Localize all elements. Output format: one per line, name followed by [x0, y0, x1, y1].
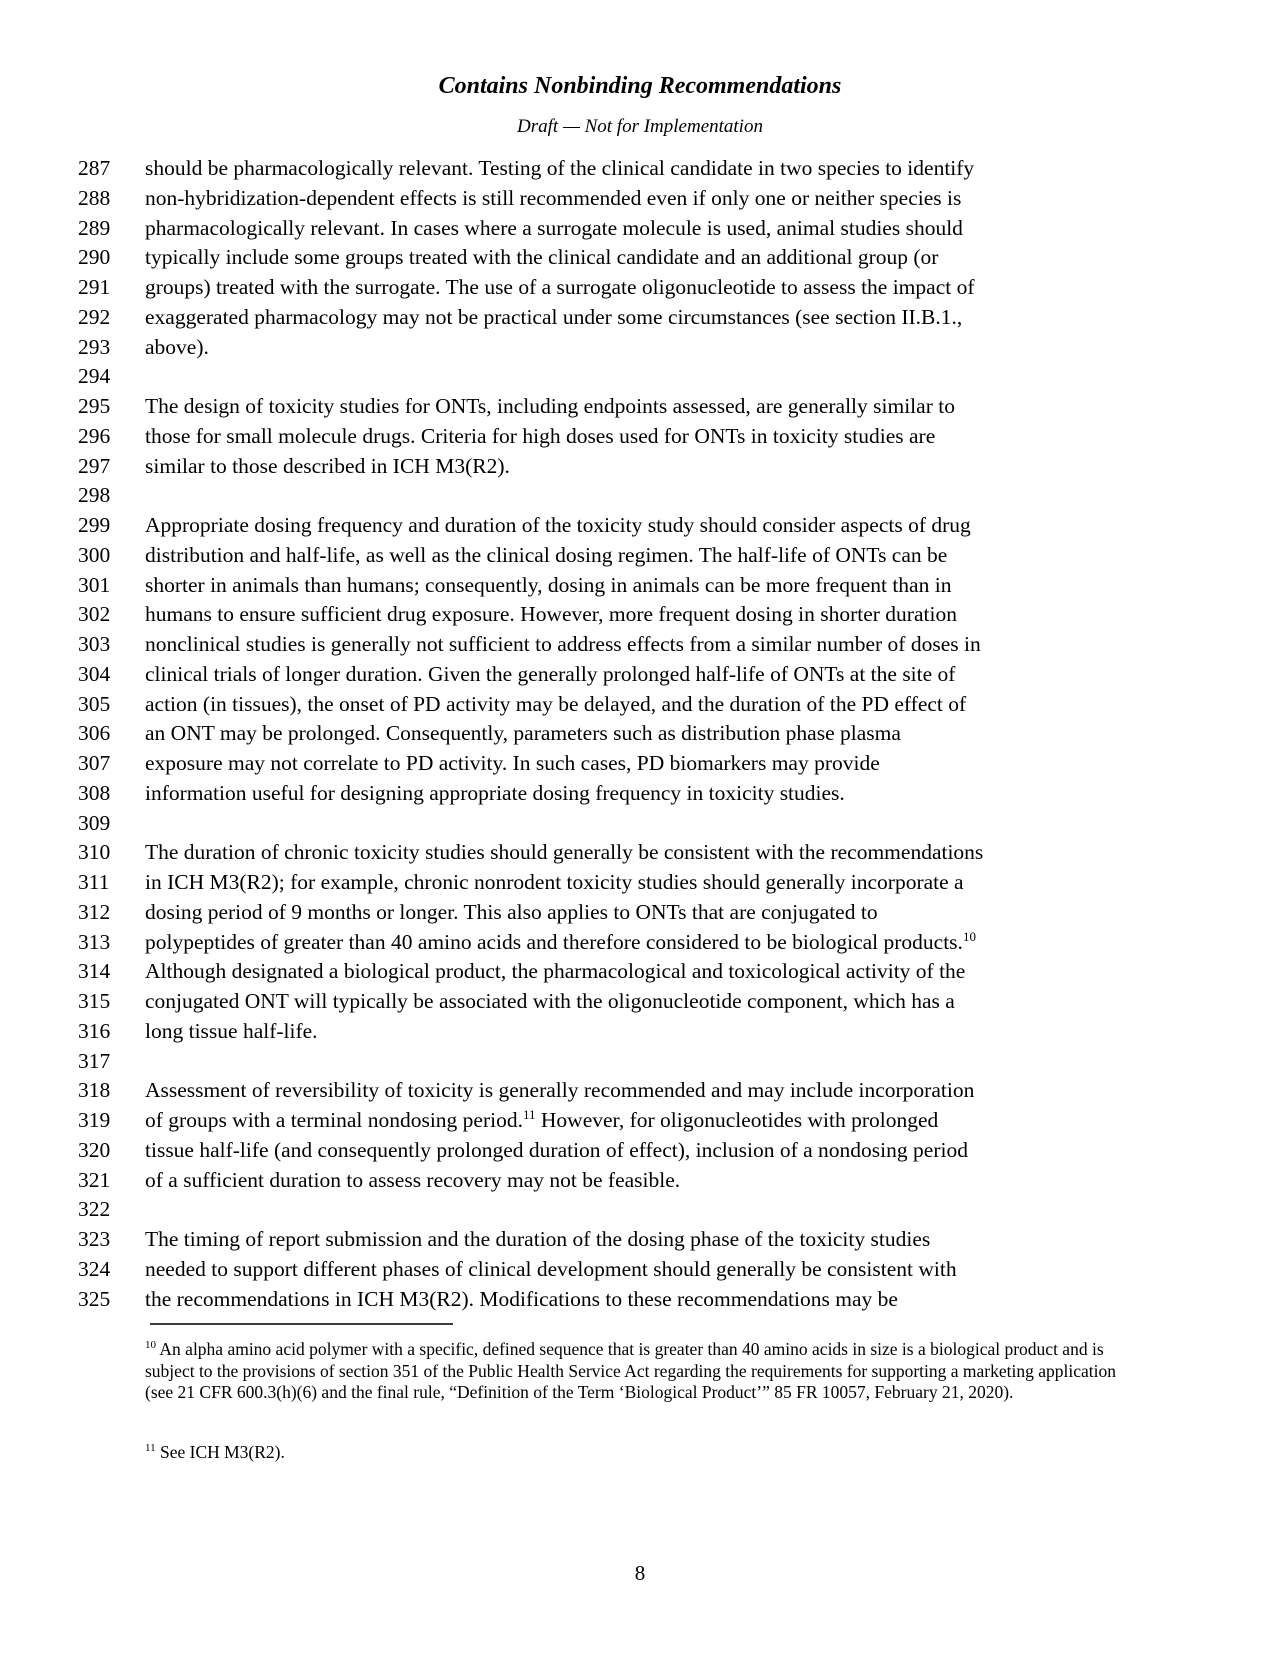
line-number: 311: [78, 870, 110, 894]
line-text: in ICH M3(R2); for example, chronic nonrodent toxicity studies should generally incorporate a: [145, 870, 964, 894]
line-text: exposure may not correlate to PD activity. In such cases, PD biomarkers may provide: [145, 751, 880, 775]
line-text: The design of toxicity studies for ONTs, including endpoints assessed, are generally similar to: [145, 394, 955, 418]
line-text: tissue half-life (and consequently prolonged duration of effect), inclusion of a nondosing period: [145, 1137, 968, 1162]
footnote-marker: 11: [145, 1442, 156, 1455]
text-line: [78, 928, 1248, 958]
text-line: [78, 511, 1248, 541]
footnote-marker: 10: [145, 1339, 156, 1352]
document-body: [78, 154, 1248, 1314]
line-text: needed to support different phases of clinical development should generally be consistent with: [145, 1256, 957, 1281]
line-number: 319: [78, 1108, 111, 1132]
text-line: [78, 452, 1248, 482]
line-number: 299: [78, 513, 111, 537]
text-line: [78, 1076, 1248, 1106]
line-text: of a sufficient duration to assess recovery may not be feasible.: [145, 1167, 681, 1192]
text-line: [78, 1106, 1248, 1136]
line-number: 321: [78, 1167, 111, 1192]
line-text: typically include some groups treated with the clinical candidate and an additional group (or: [145, 245, 939, 270]
line-number: 291: [78, 275, 111, 299]
line-text: non-hybridization-dependent effects is still recommended even if only one or neither species is: [145, 185, 962, 210]
line-number: 294: [78, 364, 111, 389]
line-text: distribution and half-life, as well as the clinical dosing regimen. The half-life of ONTs can be: [145, 542, 948, 567]
line-number: 296: [78, 423, 111, 448]
text-line: [78, 243, 1248, 273]
line-number: 289: [78, 215, 111, 240]
line-number: 292: [78, 304, 111, 329]
text-line: [78, 1047, 1248, 1077]
document-header: [0, 73, 1280, 138]
line-text: shorter in animals than humans; consequently, dosing in animals can be more frequent than in: [145, 572, 952, 597]
line-number: 318: [78, 1078, 111, 1103]
line-number: 320: [78, 1137, 111, 1162]
line-text: The duration of chronic toxicity studies should generally be consistent with the recommendations: [145, 840, 984, 865]
text-line: [78, 184, 1248, 214]
line-number: 305: [78, 691, 111, 716]
line-number: 308: [78, 780, 111, 805]
line-number: 298: [78, 483, 111, 508]
line-text: pharmacologically relevant. In cases where a surrogate molecule is used, animal studies should: [145, 215, 963, 240]
line-number: 306: [78, 721, 111, 746]
text-line: [78, 214, 1248, 244]
text-line: [78, 1166, 1248, 1196]
text-line: [78, 422, 1248, 452]
line-text: conjugated ONT will typically be associated with the oligonucleotide component, which has a: [145, 989, 955, 1013]
line-text: action (in tissues), the onset of PD activity may be delayed, and the duration of the PD effect of: [145, 691, 967, 716]
line-text: information useful for designing appropriate dosing frequency in toxicity studies.: [145, 780, 845, 805]
line-number: 314: [78, 959, 111, 984]
line-number: 315: [78, 989, 111, 1013]
text-line: [78, 898, 1248, 928]
line-number: 307: [78, 751, 111, 775]
text-line: [78, 541, 1248, 571]
line-number: 302: [78, 602, 111, 627]
line-number: 313: [78, 929, 111, 954]
line-text: Although designated a biological product, the pharmacological and toxicological activity of the: [145, 959, 966, 984]
page-title: Contains Nonbinding Recommendations: [438, 73, 842, 99]
line-number: 309: [78, 810, 111, 835]
line-text: The timing of report submission and the duration of the dosing phase of the toxicity studies: [145, 1227, 931, 1251]
line-text: clinical trials of longer duration. Given the generally prolonged half-life of ONTs at the site of: [145, 661, 956, 686]
line-text: similar to those described in ICH M3(R2).: [145, 453, 510, 478]
text-line: [78, 362, 1248, 392]
text-line: [78, 1136, 1248, 1166]
line-number: 324: [78, 1256, 111, 1281]
text-line: [78, 333, 1248, 363]
line-number: 297: [78, 453, 111, 478]
line-text: dosing period of 9 months or longer. This also applies to ONTs that are conjugated to: [145, 899, 878, 924]
line-number: 287: [78, 156, 111, 180]
text-line: [78, 957, 1248, 987]
line-number: 304: [78, 661, 111, 686]
line-number: 323: [78, 1227, 111, 1251]
text-line: [78, 719, 1248, 749]
text-line: [78, 690, 1248, 720]
text-line: [78, 749, 1248, 779]
footnote-reference: 10: [962, 928, 976, 944]
text-line: [78, 1017, 1248, 1047]
text-line: [78, 838, 1248, 868]
line-text: Assessment of reversibility of toxicity is generally recommended and may include incorporation: [145, 1078, 975, 1103]
page-number: 8: [634, 1561, 646, 1585]
line-text: exaggerated pharmacology may not be practical under some circumstances (see section II.B.1.,: [145, 304, 963, 329]
line-number: 312: [78, 899, 111, 924]
text-line: [78, 1225, 1248, 1255]
text-line: [78, 1255, 1248, 1285]
text-line: [78, 600, 1248, 630]
page-subtitle: Draft — Not for Implementation: [517, 116, 763, 137]
line-number: 301: [78, 572, 111, 597]
text-line: [78, 1285, 1248, 1315]
line-number: 290: [78, 245, 111, 270]
line-text: groups) treated with the surrogate. The use of a surrogate oligonucleotide to assess the impact of: [145, 275, 975, 299]
line-number: 310: [78, 840, 111, 865]
line-number: 295: [78, 394, 111, 418]
line-text: the recommendations in ICH M3(R2). Modifications to these recommendations may be: [145, 1286, 898, 1311]
line-text: Appropriate dosing frequency and duration of the toxicity study should consider aspects of drug: [145, 513, 971, 537]
line-text: nonclinical studies is generally not sufficient to address effects from a similar number of doses in: [145, 632, 981, 656]
text-line: [78, 779, 1248, 809]
line-text: humans to ensure sufficient drug exposure. However, more frequent dosing in shorter duration: [145, 602, 957, 627]
line-text: polypeptides of greater than 40 amino acids and therefore considered to be biological products.$^{10}$: [145, 928, 976, 954]
line-text: long tissue half-life.: [145, 1018, 318, 1043]
line-number: 322: [78, 1197, 111, 1222]
text-line: [78, 303, 1248, 333]
text-line: [78, 154, 1248, 184]
text-line: [78, 392, 1248, 422]
footnote: $^{11}$ See ICH M3(R2).: [145, 1442, 285, 1463]
line-number: 293: [78, 334, 111, 359]
text-line: [78, 987, 1248, 1017]
text-line: [78, 571, 1248, 601]
line-text: an ONT may be prolonged. Consequently, parameters such as distribution phase plasma: [145, 721, 901, 746]
line-text: above).: [145, 334, 209, 359]
text-line: [78, 660, 1248, 690]
footnotes: [145, 1339, 1137, 1464]
line-number: 317: [78, 1048, 111, 1073]
line-text: should be pharmacologically relevant. Testing of the clinical candidate in two species to identify: [145, 156, 975, 180]
footnote-separator: [150, 1323, 453, 1325]
line-number: 325: [78, 1286, 111, 1311]
text-line: [78, 273, 1248, 303]
line-text: of groups with a terminal nondosing period.$^{11}$ However, for oligonucleotides with prolonged: [145, 1106, 939, 1132]
text-line: [78, 809, 1248, 839]
text-line: [78, 630, 1248, 660]
text-line: [78, 868, 1248, 898]
line-text: those for small molecule drugs. Criteria for high doses used for ONTs in toxicity studies are: [145, 423, 936, 448]
line-number: 303: [78, 632, 111, 656]
line-number: 288: [78, 185, 111, 210]
line-number: 316: [78, 1018, 111, 1043]
page-footer: [0, 1561, 1280, 1585]
footnote: $^{10}$ An alpha amino acid polymer with a specific, defined sequence that is greater than 40 amino acids in size is a biological product and is subject to the provisions of section 351 of the Public Health Service Act regarding the requirements for supporting a marketing application (see 21 CFR 600.3(h)(6) and the final rule, “Definition of the Term ‘Biological Product’” 85 FR 10057, February 21, 2020).: [145, 1339, 1117, 1403]
text-line: [78, 1195, 1248, 1225]
text-line: [78, 481, 1248, 511]
line-number: 300: [78, 542, 111, 567]
footnote-reference: 11: [522, 1106, 536, 1122]
